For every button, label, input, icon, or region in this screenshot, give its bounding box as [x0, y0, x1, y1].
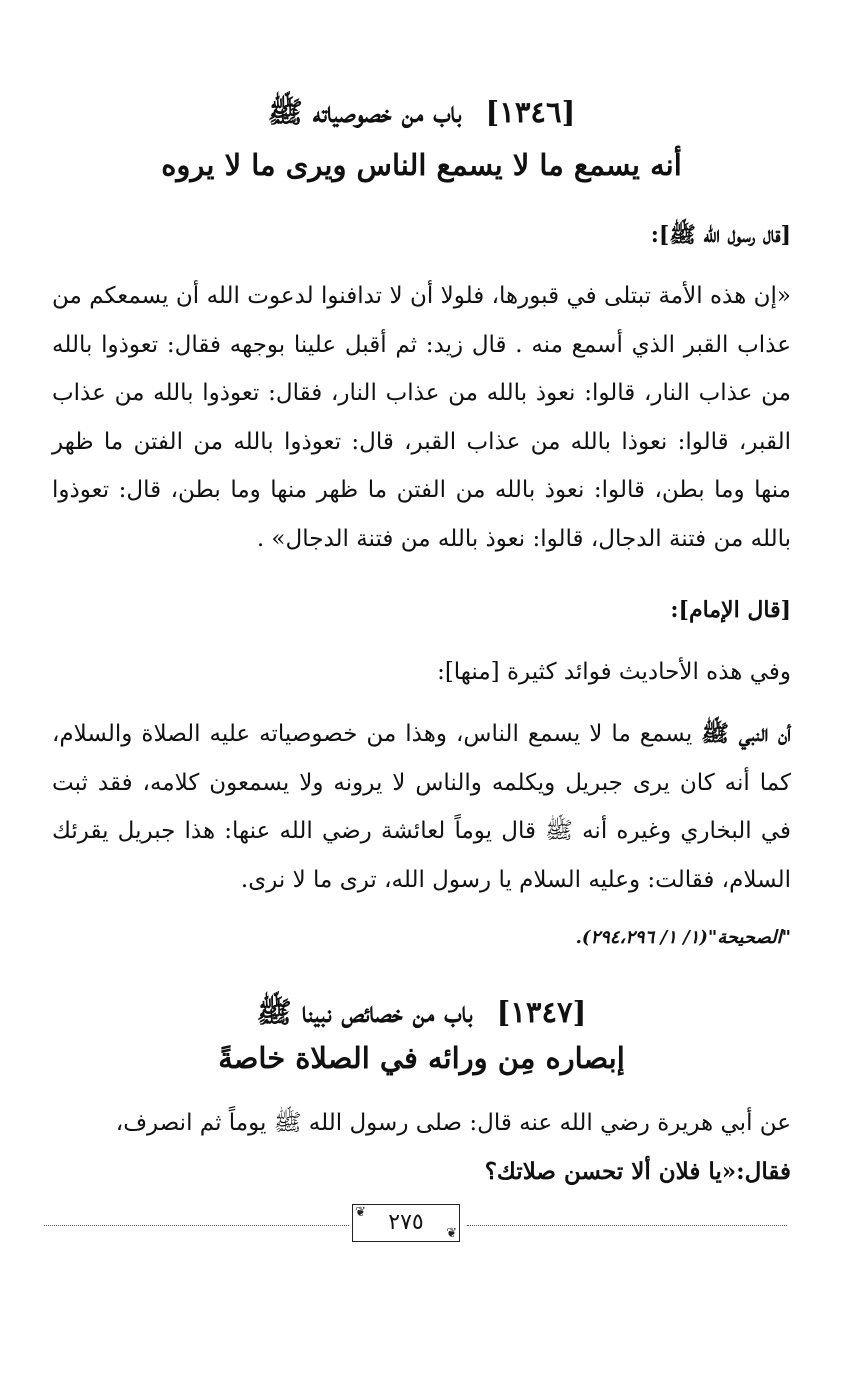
footer-dotted-rule-right — [467, 1225, 787, 1226]
chapter-subtitle-1347: إبصاره مِن ورائه في الصلاة خاصةً — [218, 1041, 625, 1075]
chapter-title: باب من خصوصياته ﷺ — [267, 95, 462, 129]
hadith-quote: فقال:«يا فلان ألا تحسن صلاتك؟ — [484, 1157, 791, 1185]
chapter-heading-1347 — [60, 990, 783, 1034]
page-number: ٢٧٥ — [388, 1210, 424, 1235]
chapter-number: [١٣٤٧] — [496, 995, 587, 1029]
footer-dotted-rule-left — [44, 1225, 349, 1226]
chapter-number: [١٣٤٦] — [485, 95, 576, 129]
benefit-paragraph — [52, 710, 791, 904]
hadith-narration: عن أبي هريرة رضي الله عنه قال: صلى رسول الله ﷺ يوماً ثم انصرف، — [115, 1110, 791, 1136]
hadith-text: «إن هذه الأمة تبتلى في قبورها، فلولا أن لا تدافنوا لدعوت الله أن يسمعكم من عذاب القبر الذي أسمع منه . قال زيد: ثم أقبل علينا بوجهه فقال: تعوذوا بالله من عذاب النار، قالوا: نعوذ بالله من عذاب النار، فقال: تعوذوا بالله من عذاب القبر، قالوا: نعوذا بالله من عذاب القبر، قال: تعوذوا بالله من الفتن ما ظهر منها وما بطن، قالوا: نعوذ بالله من الفتن ما ظهر منها وما بطن، قال: تعوذوا بالله من فتنة الدجال، قالوا: نعوذ بالله من فتنة الدجال» . — [52, 283, 791, 552]
page-number-frame — [352, 1204, 460, 1242]
speaker-label: [قال رسول الله ﷺ]: — [650, 222, 791, 248]
chapter-subtitle-1346: أنه يسمع ما لا يسمع الناس ويرى ما لا يروه — [161, 148, 682, 182]
chapter-title: باب من خصائص نبينا ﷺ — [256, 995, 473, 1029]
ornament-icon: ❦ — [355, 1205, 366, 1220]
imam-label: [قال الإمام]: — [670, 597, 791, 623]
chapter-heading-1346 — [60, 90, 783, 134]
benefits-intro: وفي هذه الأحاديث فوائد كثيرة [منها]: — [437, 659, 791, 685]
ornament-icon: ❦ — [446, 1226, 457, 1241]
benefit-lead: أن النبي ﷺ — [701, 720, 792, 747]
hadith-text-1347 — [52, 1099, 791, 1196]
benefit-text: يسمع ما لا يسمع الناس، وهذا من خصوصياته عليه الصلاة والسلام، كما أنه كان يرى جبريل ويكلمه والناس لا يرونه ولا يسمعون كلامه، فقد ثبت في البخاري وغيره أنه ﷺ قال يوماً لعائشة رضي الله عنها: هذا جبريل يقرئك السلام، فقالت: وعليه السلام يا رسول الله، ترى ما لا نرى. — [52, 721, 791, 893]
reference-citation: "الصحيحة"(١/ ١/ ٢٩٤،٢٩٦). — [575, 927, 791, 948]
